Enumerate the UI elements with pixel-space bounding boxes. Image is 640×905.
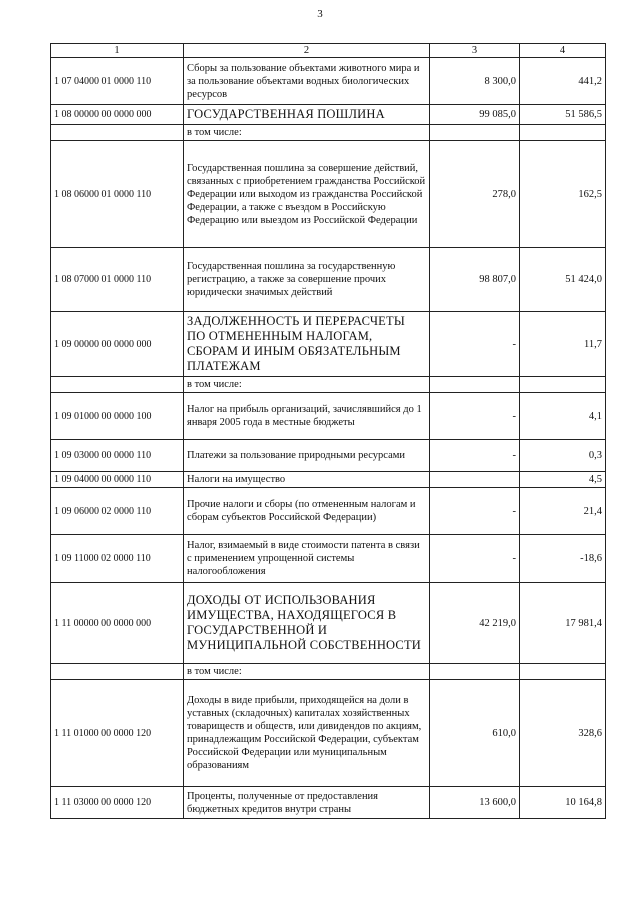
row-name: Сборы за пользование объектами животного мира и за пользование объектами водных биологических ресурсов xyxy=(184,58,430,105)
column-header: 2 xyxy=(184,44,430,58)
row-name: Налоги на имущество xyxy=(184,472,430,488)
column-header: 1 xyxy=(51,44,184,58)
row-plan-value: 8 300,0 xyxy=(430,58,520,105)
row-name: Прочие налоги и сборы (по отмененным налогам и сборам субъектов Российской Федерации) xyxy=(184,488,430,535)
row-code: 1 08 00000 00 0000 000 xyxy=(51,105,184,125)
row-plan-value: 278,0 xyxy=(430,141,520,248)
row-fact-value: 51 424,0 xyxy=(520,248,606,312)
row-plan-value: - xyxy=(430,393,520,440)
row-code: 1 09 06000 02 0000 110 xyxy=(51,488,184,535)
row-plan-value: - xyxy=(430,440,520,472)
table-header-row xyxy=(51,44,606,58)
column-header: 3 xyxy=(430,44,520,58)
table-row xyxy=(51,393,606,440)
row-code: 1 08 07000 01 0000 110 xyxy=(51,248,184,312)
row-code: 1 11 00000 00 0000 000 xyxy=(51,583,184,664)
row-name: Налог на прибыль организаций, зачислявшийся до 1 января 2005 года в местные бюджеты xyxy=(184,393,430,440)
row-plan-value: 99 085,0 xyxy=(430,105,520,125)
row-code: 1 11 01000 00 0000 120 xyxy=(51,680,184,787)
row-fact-value: 17 981,4 xyxy=(520,583,606,664)
table-row xyxy=(51,440,606,472)
row-name: ДОХОДЫ ОТ ИСПОЛЬЗОВАНИЯ ИМУЩЕСТВА, НАХОДЯЩЕГОСЯ В ГОСУДАРСТВЕННОЙ И МУНИЦИПАЛЬНОЙ СОБСТВЕННОСТИ xyxy=(184,583,430,664)
table-row xyxy=(51,787,606,819)
row-name: в том числе: xyxy=(184,377,430,393)
row-name: в том числе: xyxy=(184,125,430,141)
row-code: 1 09 11000 02 0000 110 xyxy=(51,535,184,583)
row-code: 1 09 03000 00 0000 110 xyxy=(51,440,184,472)
row-plan-value xyxy=(430,377,520,393)
row-fact-value xyxy=(520,377,606,393)
row-plan-value: 13 600,0 xyxy=(430,787,520,819)
row-fact-value: 11,7 xyxy=(520,312,606,377)
row-code xyxy=(51,125,184,141)
row-name: ГОСУДАРСТВЕННАЯ ПОШЛИНА xyxy=(184,105,430,125)
row-code: 1 07 04000 01 0000 110 xyxy=(51,58,184,105)
row-name: Платежи за пользование природными ресурсами xyxy=(184,440,430,472)
row-name: Налог, взимаемый в виде стоимости патента в связи с применением упрощенной системы налогообложения xyxy=(184,535,430,583)
row-plan-value: - xyxy=(430,535,520,583)
row-fact-value: 10 164,8 xyxy=(520,787,606,819)
row-plan-value xyxy=(430,472,520,488)
row-name: в том числе: xyxy=(184,664,430,680)
row-name: ЗАДОЛЖЕННОСТЬ И ПЕРЕРАСЧЕТЫ ПО ОТМЕНЕННЫМ НАЛОГАМ, СБОРАМ И ИНЫМ ОБЯЗАТЕЛЬНЫМ ПЛАТЕЖАМ xyxy=(184,312,430,377)
row-plan-value xyxy=(430,664,520,680)
row-fact-value: 4,1 xyxy=(520,393,606,440)
row-name: Государственная пошлина за государственную регистрацию, а также за совершение прочих юридически значимых действий xyxy=(184,248,430,312)
table-row xyxy=(51,58,606,105)
row-plan-value xyxy=(430,125,520,141)
row-name: Доходы в виде прибыли, приходящейся на доли в уставных (складочных) капиталах хозяйственных товариществ и обществ, или дивидендов по акциям, принадлежащим Российской Федерации, субъектам Российской Федерации или муниципальным образованиям xyxy=(184,680,430,787)
row-fact-value: 21,4 xyxy=(520,488,606,535)
row-code: 1 08 06000 01 0000 110 xyxy=(51,141,184,248)
row-plan-value: 42 219,0 xyxy=(430,583,520,664)
table-row xyxy=(51,125,606,141)
column-header: 4 xyxy=(520,44,606,58)
row-fact-value: 0,3 xyxy=(520,440,606,472)
row-fact-value: 441,2 xyxy=(520,58,606,105)
table-row xyxy=(51,583,606,664)
row-plan-value: - xyxy=(430,488,520,535)
table-row xyxy=(51,312,606,377)
row-fact-value xyxy=(520,664,606,680)
row-plan-value: 610,0 xyxy=(430,680,520,787)
row-name: Государственная пошлина за совершение действий, связанных с приобретением гражданства Российской Федерации или выходом из гражданства Российской Федерации, а также с въездом в Российскую Федерацию или выездом из Российской Федерации xyxy=(184,141,430,248)
table-row xyxy=(51,535,606,583)
row-code: 1 09 04000 00 0000 110 xyxy=(51,472,184,488)
table-row xyxy=(51,248,606,312)
row-code: 1 09 01000 00 0000 100 xyxy=(51,393,184,440)
row-fact-value: 328,6 xyxy=(520,680,606,787)
row-name: Проценты, полученные от предоставления бюджетных кредитов внутри страны xyxy=(184,787,430,819)
budget-table xyxy=(50,43,606,819)
table-row xyxy=(51,472,606,488)
row-fact-value xyxy=(520,125,606,141)
table-row xyxy=(51,488,606,535)
row-fact-value: -18,6 xyxy=(520,535,606,583)
row-plan-value: - xyxy=(430,312,520,377)
row-code xyxy=(51,664,184,680)
row-fact-value: 4,5 xyxy=(520,472,606,488)
row-code xyxy=(51,377,184,393)
row-fact-value: 51 586,5 xyxy=(520,105,606,125)
table-row xyxy=(51,680,606,787)
row-fact-value: 162,5 xyxy=(520,141,606,248)
row-code: 1 09 00000 00 0000 000 xyxy=(51,312,184,377)
row-code: 1 11 03000 00 0000 120 xyxy=(51,787,184,819)
table-row xyxy=(51,105,606,125)
table-row xyxy=(51,377,606,393)
page-number: 3 xyxy=(317,8,323,20)
row-plan-value: 98 807,0 xyxy=(430,248,520,312)
table-row xyxy=(51,664,606,680)
table-row xyxy=(51,141,606,248)
